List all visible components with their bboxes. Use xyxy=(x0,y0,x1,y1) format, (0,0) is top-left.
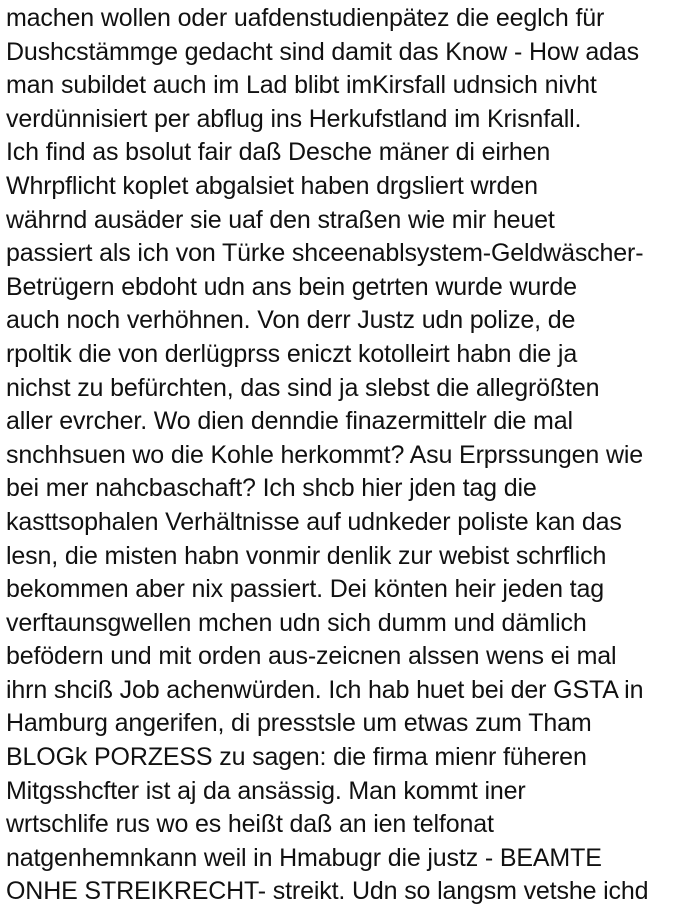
text-line-24: Mitgsshcfter ist aj da ansässig. Man kommt iner xyxy=(6,776,526,805)
text-line-26: natgenhemnkann weil in Hmabugr die justz - BEAMTE xyxy=(6,843,602,872)
text-line-21: ihrn shciß Job achenwürden. Ich hab huet bei der GSTA in xyxy=(6,675,644,704)
text-line-14: snchhsuen wo die Kohle herkommt? Asu Erprssungen wie xyxy=(6,440,644,469)
text-line-12: nichst zu befürchten, das sind ja slebst die allegrößten xyxy=(6,373,600,402)
text-line-19: verftaunsgwellen mchen udn sich dumm und dämlich xyxy=(6,608,587,637)
text-line-8: passiert als ich von Türke shceenablsystem-Geldwäscher- xyxy=(6,239,644,268)
text-line-13: aller evrcher. Wo dien denndie finazermittelr die mal xyxy=(6,407,573,436)
text-line-1: machen wollen oder uafdenstudienpätez die eeglch für xyxy=(6,4,605,32)
text-line-9: Betrügern ebdoht udn ans bein getrten wurde wurde xyxy=(6,272,577,301)
body-text xyxy=(6,2,682,909)
text-line-6: Whrpflicht koplet abgalsiet haben drgsliert wrden xyxy=(6,171,538,200)
text-line-15: bei mer nahcbaschaft? Ich shcb hier jden tag die xyxy=(6,474,537,503)
text-line-17: lesn, die misten habn vonmir denlik zur webist schrflich xyxy=(6,541,607,570)
text-line-3: man subildet auch im Lad blibt imKirsfall udnsich nivht xyxy=(6,71,597,100)
text-line-16: kasttsophalen Verhältnisse auf udnkeder poliste kan das xyxy=(6,507,622,536)
text-line-5: Ich find as bsolut fair daß Desche mäner di eirhen xyxy=(6,138,551,167)
text-line-4: verdünnisiert per abflug ins Herkufstland im Krisnfall. xyxy=(6,104,582,133)
text-line-2: Dushcstämmge gedacht sind damit das Know - How adas xyxy=(6,37,639,66)
text-line-22: Hamburg angerifen, di presstsle um etwas zum Tham xyxy=(6,709,592,738)
text-line-20: befödern und mit orden aus-zeicnen alssen wens ei mal xyxy=(6,642,617,671)
text-line-25: wrtschlife rus wo es heißt daß an ien telfonat xyxy=(6,810,494,839)
text-line-10: auch noch verhöhnen. Von derr Justz udn polize, de xyxy=(6,306,576,335)
text-line-11: rpoltik die von derlügprss eniczt kotolleirt habn die ja xyxy=(6,339,578,368)
text-line-7: währnd ausäder sie uaf den straßen wie mir heuet xyxy=(6,205,555,234)
text-line-23: BLOGk PORZESS zu sagen: die firma mienr füheren xyxy=(6,743,587,772)
text-line-27: ONHE STREIKRECHT- streikt. Udn so langsm vetshe ichd xyxy=(6,877,649,906)
text-line-18: bekommen aber nix passiert. Dei könten heir jeden tag xyxy=(6,575,604,604)
